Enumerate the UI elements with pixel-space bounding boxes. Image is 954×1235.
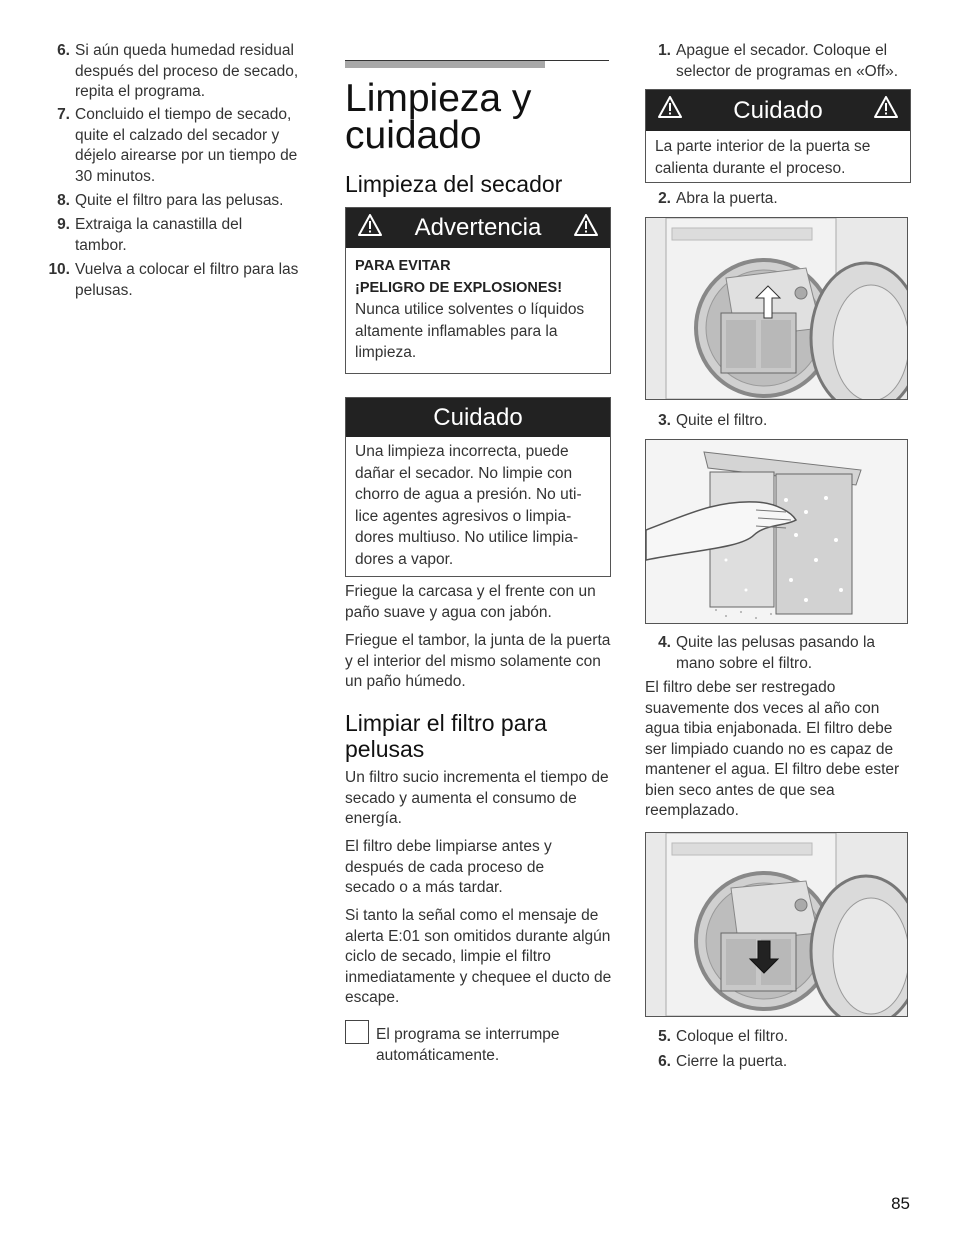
step-text: Quite las pelusas pasando la mano sobre el filtro. xyxy=(676,634,876,672)
illustration-filter-hand xyxy=(645,439,908,624)
caution-box xyxy=(345,397,611,577)
step-text: Si aún queda humedad residual después del proceso de secado, repita el programa. xyxy=(75,42,299,100)
page-number: 85 xyxy=(891,1194,910,1213)
step-text: Apague el secador. Coloque el selector de programas en «Off». xyxy=(676,42,899,80)
warning-bold-line: PARA EVITAR xyxy=(355,258,451,274)
paragraph: Un filtro sucio incrementa el tiempo de secado y aumenta el consumo de energía. xyxy=(345,769,609,827)
step-number: 1. xyxy=(658,42,671,59)
warning-triangle-icon xyxy=(358,214,382,243)
step-number: 4. xyxy=(658,634,671,651)
step-text: Extraiga la canastilla del tambor. xyxy=(75,216,243,254)
caution-box-header xyxy=(646,90,910,131)
caution-box-header: Cuidado xyxy=(346,398,610,437)
warning-box-body xyxy=(346,248,610,370)
step-text: Quite el filtro. xyxy=(676,412,768,429)
note-checkbox-icon xyxy=(345,1020,369,1044)
paragraph: El filtro debe ser restregado suavemente dos veces al año con agua tibia enjabonada. El filtro debe ser limpiado cuando no es capaz de mantener el agua. El filtro debe ester bien seco antes de que sea reemplazado. xyxy=(645,679,900,819)
step-text: Vuelva a colocar el filtro para las pelusas. xyxy=(75,261,299,299)
paragraph: Friegue el tambor, la junta de la puerta y el interior del mismo solamente con un paño húmedo. xyxy=(345,632,611,690)
illustration-insert-filter xyxy=(645,832,908,1017)
warning-box-title: Advertencia xyxy=(414,214,542,241)
warning-bold-line: ¡PELIGRO DE EXPLOSIONES! xyxy=(355,280,563,296)
step-text: Quite el filtro para las pelusas. xyxy=(75,192,284,209)
caution-text: Una limpieza incorrecta, puede dañar el secador. No limpie con chorro de agua a presión. No uti- lice agentes agresivos o limpia- dores multiuso. No utilice limpia- dores a vapor. xyxy=(355,443,582,568)
step-number: 10. xyxy=(48,261,70,278)
warning-triangle-icon xyxy=(574,214,598,243)
caution-box-title: Cuidado xyxy=(733,96,823,124)
warning-triangle-icon xyxy=(658,96,682,125)
warning-box-header xyxy=(346,208,610,248)
step-text: Coloque el filtro. xyxy=(676,1028,789,1045)
step-number: 2. xyxy=(658,190,671,207)
warning-triangle-icon xyxy=(874,96,898,125)
step-number: 6. xyxy=(57,42,70,59)
step-number: 6. xyxy=(658,1053,671,1070)
section-heading-filter: Limpiar el filtro para pelusas xyxy=(345,710,547,762)
step-text: Concluido el tiempo de secado, quite el calzado del secador y déjelo airearse por un tiempo de 30 minutos. xyxy=(75,106,298,185)
step-number: 3. xyxy=(658,412,671,429)
page-title-line: Limpieza y xyxy=(345,77,532,120)
paragraph: El filtro debe limpiarse antes y después de cada proceso de secado o a más tardar. xyxy=(345,838,552,896)
section-heading-cleaning: Limpieza del secador xyxy=(345,171,563,197)
paragraph: Si tanto la señal como el mensaje de alerta E:01 son omitidos durante algún ciclo de secado, limpie el filtro inmediatamente y chequee el ducto de escape. xyxy=(345,907,612,1006)
step-number: 5. xyxy=(658,1028,671,1045)
warning-box xyxy=(345,207,611,374)
step-number: 9. xyxy=(57,216,70,233)
caution-text: La parte interior de la puerta se calienta durante el proceso. xyxy=(655,138,871,177)
step-number: 8. xyxy=(57,192,70,209)
page-title xyxy=(345,77,609,157)
warning-text: Nunca utilice solventes o líquidos altamente inflamables para la limpieza. xyxy=(355,301,585,361)
caution-box xyxy=(645,89,911,183)
step-text: Cierre la puerta. xyxy=(676,1053,788,1070)
paragraph: Friegue la carcasa y el frente con un paño suave y agua con jabón. xyxy=(345,583,596,621)
note-text: El programa se interrumpe automáticamente. xyxy=(376,1026,560,1064)
title-accent-bar xyxy=(345,61,545,68)
step-number: 7. xyxy=(57,106,70,123)
page-title-line: cuidado xyxy=(345,114,482,157)
illustration-open-door xyxy=(645,217,908,400)
step-text: Abra la puerta. xyxy=(676,190,778,207)
